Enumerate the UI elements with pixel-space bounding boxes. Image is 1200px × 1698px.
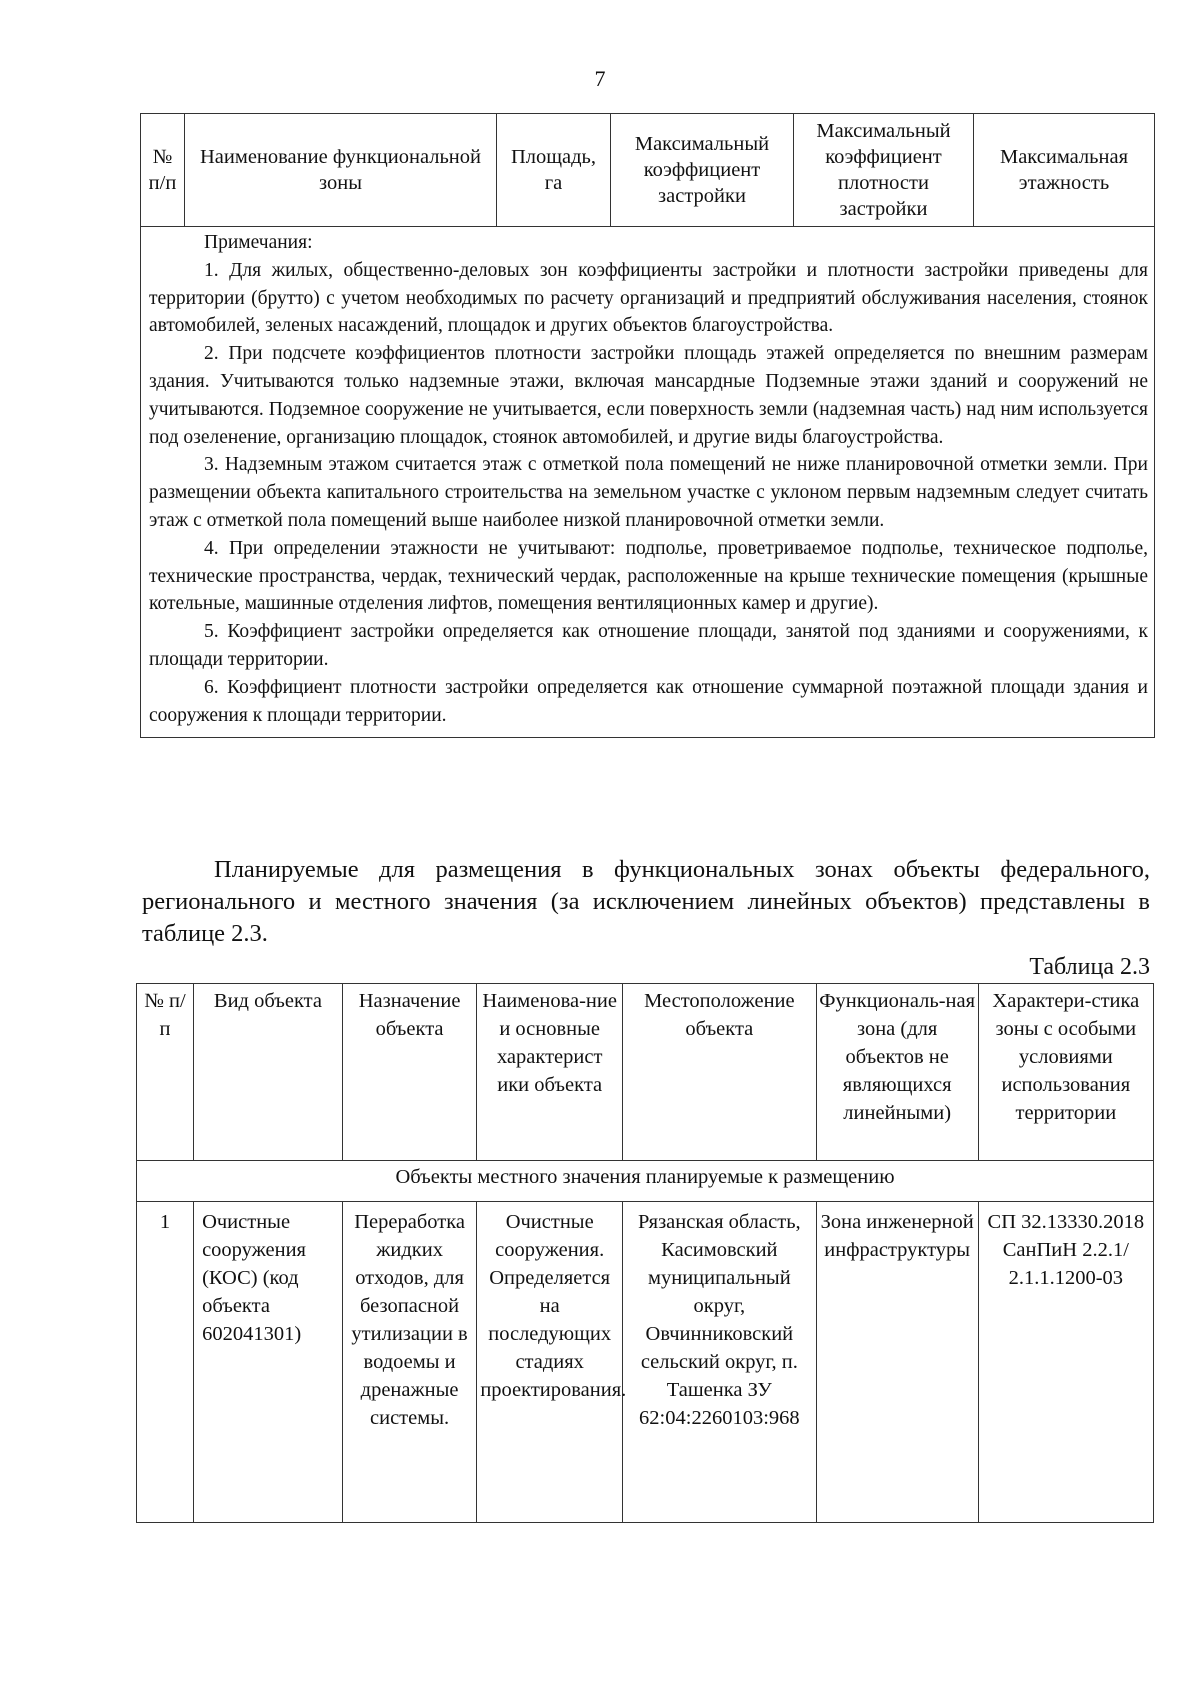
object-location: Рязанская область, Касимовский муниципальный округ, Овчинниковский сельский округ, п. Ташенка ЗУ 62:04:2260103:968 (623, 1202, 817, 1523)
notes-title: Примечания: (204, 232, 313, 253)
section-title: Объекты местного значения планируемые к размещению (137, 1161, 1154, 1202)
page-number: 7 (594, 66, 606, 91)
header-cell: Местоположение объекта (623, 984, 817, 1161)
header-cell: Вид объекта (194, 984, 343, 1161)
row-number: 1 (137, 1202, 194, 1523)
notes-row (141, 227, 1155, 738)
note-item: 6. Коэффициент плотности застройки определяется как отношение суммарной поэтажной площади здания и сооружения к площади территории. (149, 676, 1148, 726)
object-name: Очистные сооружения. Определяется на последующих стадиях проектирования. (477, 1202, 623, 1523)
header-cell: № п/п (137, 984, 194, 1161)
objects-table-header-row (137, 984, 1154, 1161)
header-cell: Характери-стика зоны с особыми условиями использования территории (978, 984, 1153, 1161)
table-caption: Таблица 2.3 (1029, 954, 1150, 980)
header-cell: Наименова-ние и основные характерист ики объекта (477, 984, 623, 1161)
header-cell: Назначение объекта (342, 984, 477, 1161)
note-item: 5. Коэффициент застройки определяется как отношение площади, занятой под зданиями и сооружениями, к площади территории. (149, 621, 1148, 670)
zones-table (140, 113, 1155, 738)
intro-paragraph: Планируемые для размещения в функциональных зонах объекты федерального, регионального и местного значения (за исключением линейных объектов) представлены в таблице 2.3. (142, 856, 1150, 947)
note-item: 4. При определении этажности не учитывают: подполье, проветриваемое подполье, техническое подполье, технические пространства, чердак, технический чердак, расположенные на крыше технические помещения (крышные котельные, машинные отделения лифтов, помещения вентиляционных камер и другие). (149, 537, 1148, 615)
header-cell: № п/п (141, 114, 185, 227)
notes-cell (141, 227, 1155, 738)
note-item: 1. Для жилых, общественно-деловых зон коэффициенты застройки и плотности застройки приведены для территории (брутто) с учетом необходимых по расчету организаций и предприятий обслуживания населения, стоянок автомобилей, зеленых насаждений, площадок и других объектов благоустройства. (149, 259, 1148, 337)
object-purpose: Переработка жидких отходов, для безопасной утилизации в водоемы и дренажные системы. (342, 1202, 477, 1523)
header-cell: Максимальный коэффициент застройки (611, 114, 794, 227)
header-cell: Наименование функциональной зоны (185, 114, 497, 227)
functional-zone: Зона инженерной инфраструктуры (816, 1202, 978, 1523)
zones-table-header-row (141, 114, 1155, 227)
header-cell: Максимальная этажность (974, 114, 1155, 227)
table-row (137, 1202, 1154, 1523)
zone-characteristic: СП 32.13330.2018 СанПиН 2.2.1/ 2.1.1.1200-03 (978, 1202, 1153, 1523)
header-cell: Функциональ-ная зона (для объектов не являющихся линейными) (816, 984, 978, 1161)
note-item: 2. При подсчете коэффициентов плотности застройки площадь этажей определяется по внешним размерам здания. Учитываются только надземные этажи, включая мансардные Подземные этажи зданий и сооружений не учитываются. Подземное сооружение не учитывается, если поверхность земли (надземная часть) над ним используется под озеленение, организацию площадок, стоянок автомобилей, и другие виды благоустройства. (149, 343, 1148, 448)
object-type: Очистные сооружения (КОС) (код объекта 602041301) (194, 1202, 343, 1523)
objects-table (136, 983, 1154, 1523)
header-cell: Площадь, га (497, 114, 611, 227)
header-cell: Максимальный коэффициент плотности застройки (794, 114, 974, 227)
section-row (137, 1161, 1154, 1202)
note-item: 3. Надземным этажом считается этаж с отметкой пола помещений не ниже планировочной отметки земли. При размещении объекта капитального строительства на земельном участке с уклоном первым надземным следует считать этаж с отметкой пола помещений выше наиболее низкой планировочной отметки земли. (149, 454, 1148, 531)
